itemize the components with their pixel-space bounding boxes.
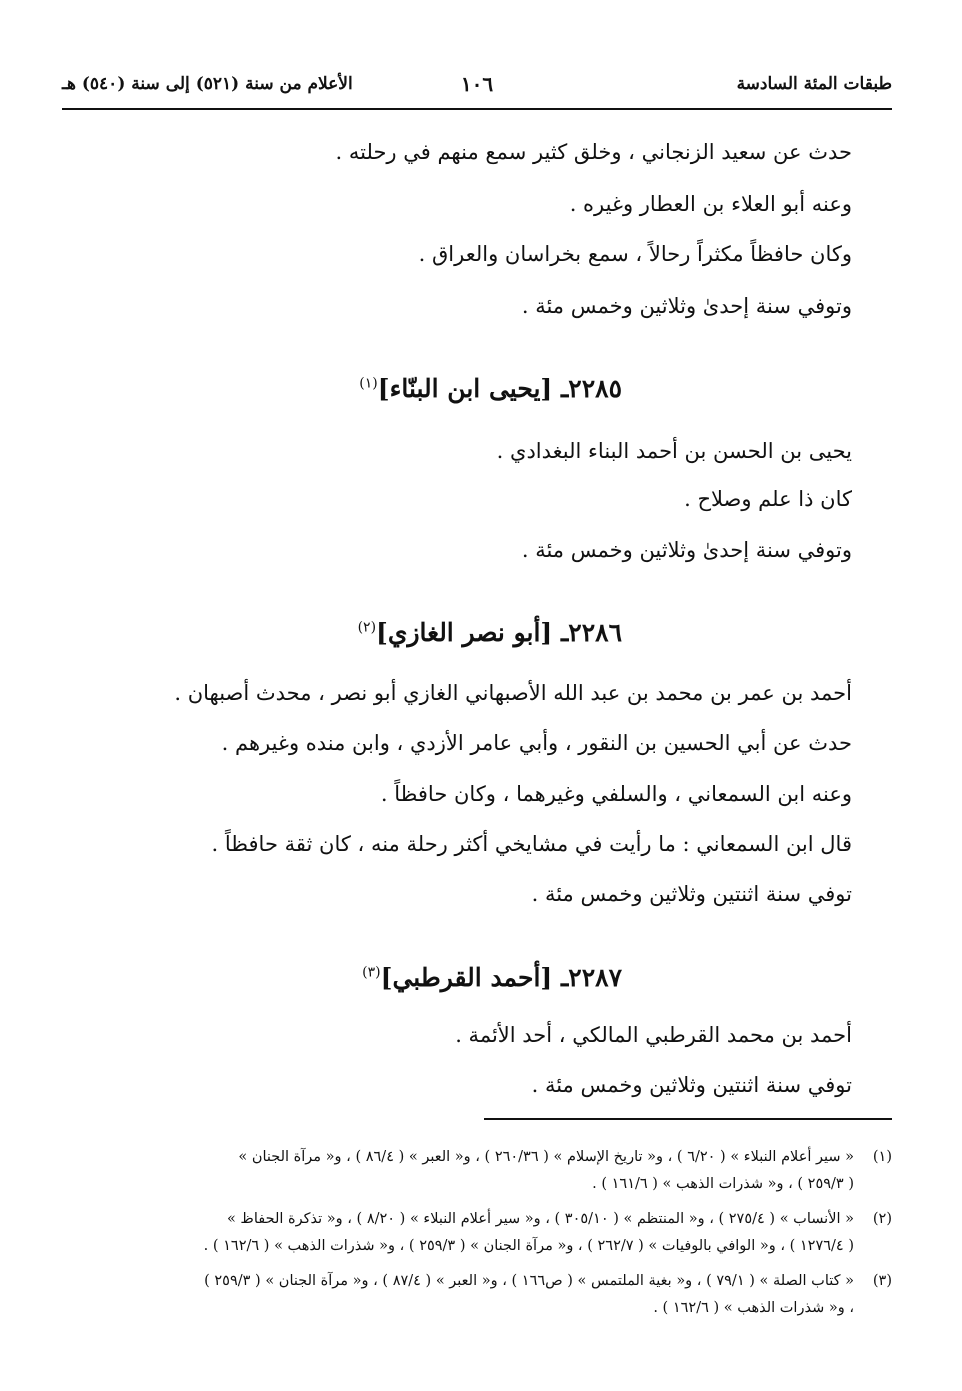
entry-title-text: ٢٢٨٧ـ [أحمد القرطبي]: [380, 963, 622, 992]
chapter-range: الأعلام من سنة (٥٢١) إلى سنة (٥٤٠) هـ: [62, 74, 353, 94]
text-line: توفي سنة اثنتين وثلاثين وخمس مئة .: [531, 882, 852, 906]
footnote-ref: (١): [359, 375, 378, 392]
footnote-number: (٣): [872, 1273, 892, 1289]
text-line: قال ابن السمعاني : ما رأيت في مشايخي أكثر رحلة منه ، كان ثقة حافظاً .: [211, 832, 852, 856]
footnote-line: ، و« شذرات الذهب » ( ١٦٢/٦ ) .: [653, 1300, 854, 1316]
text-line: وكان حافظاً مكثراً رحالاً ، سمع بخراسان والعراق .: [418, 242, 852, 266]
footnote-number: (١): [872, 1149, 892, 1165]
text-line: وتوفي سنة إحدىٰ وثلاثين وخمس مئة .: [521, 538, 852, 562]
entry-title: [359, 376, 622, 401]
text-line: توفي سنة اثنتين وثلاثين وخمس مئة .: [531, 1073, 852, 1097]
entry-title-text: ٢٢٨٦ـ [أبو نصر الغازي]: [376, 618, 622, 647]
page-header: [62, 72, 892, 110]
text-line: حدث عن سعيد الزنجاني ، وخلق كثير سمع منهم في رحلته .: [335, 140, 852, 164]
text-line: كان ذا علم وصلاح .: [684, 487, 852, 511]
book-title: طبقات المئة السادسة: [736, 74, 892, 94]
footnote-line: « الأنساب » ( ٢٧٥/٤ ) ، و« المنتظم » ( ٣٠٥/١٠ ) ، و« سير أعلام النبلاء » ( ٨/٢٠ ) ، و« تذكرة الحفاظ »: [226, 1211, 854, 1227]
entry-title-text: ٢٢٨٥ـ [يحيى ابن البنّاء]: [377, 374, 622, 403]
footnote-line: « كتاب الصلة » ( ٧٩/١ ) ، و« بغية الملتمس » ( ص١٦٦ ) ، و« العبر » ( ٨٧/٤ ) ، و« مرآة الجنان » ( ٢٥٩/٣ ): [204, 1273, 854, 1289]
footnote-ref: (٣): [362, 964, 381, 981]
text-line: أحمد بن محمد القرطبي المالكي ، أحد الأئمة .: [455, 1023, 852, 1047]
text-line: يحيى بن الحسن بن أحمد البناء البغدادي .: [496, 439, 852, 463]
page-number: ١٠٦: [460, 72, 494, 96]
text-line: وعنه أبو العلاء بن العطار وغيره .: [569, 192, 852, 216]
footnote-ref: (٢): [357, 619, 377, 636]
text-line: وتوفي سنة إحدىٰ وثلاثين وخمس مئة .: [521, 294, 852, 318]
footnote-line: ( ١٢٧٦/٤ ) ، و« الوافي بالوفيات » ( ٢٦٢/٧ ) ، و« مرآة الجنان » ( ٢٥٩/٣ ) ، و« شذرات الذهب » ( ١٦٢/٦ ) .: [203, 1238, 854, 1254]
entry-title: [362, 965, 622, 990]
footnote-divider: [484, 1118, 892, 1120]
entry-title: [358, 620, 622, 645]
text-line: وعنه ابن السمعاني ، والسلفي وغيرهما ، وكان حافظاً .: [380, 782, 852, 806]
footnote-line: ( ٢٥٩/٣ ) ، و« شذرات الذهب » ( ١٦١/٦ ) .: [592, 1176, 854, 1192]
text-line: حدث عن أبي الحسين بن النقور ، وأبي عامر الأزدي ، وابن منده وغيرهم .: [221, 731, 852, 755]
footnote-number: (٢): [872, 1211, 892, 1227]
footnote-line: « سير أعلام النبلاء » ( ٦/٢٠ ) ، و« تاريخ الإسلام » ( ٢٦٠/٣٦ ) ، و« العبر » ( ٨٦/٤ ) ، و« مرآة الجنان »: [238, 1149, 854, 1165]
text-line: أحمد بن عمر بن محمد بن عبد الله الأصبهاني الغازي أبو نصر ، محدث أصبهان .: [174, 681, 852, 705]
